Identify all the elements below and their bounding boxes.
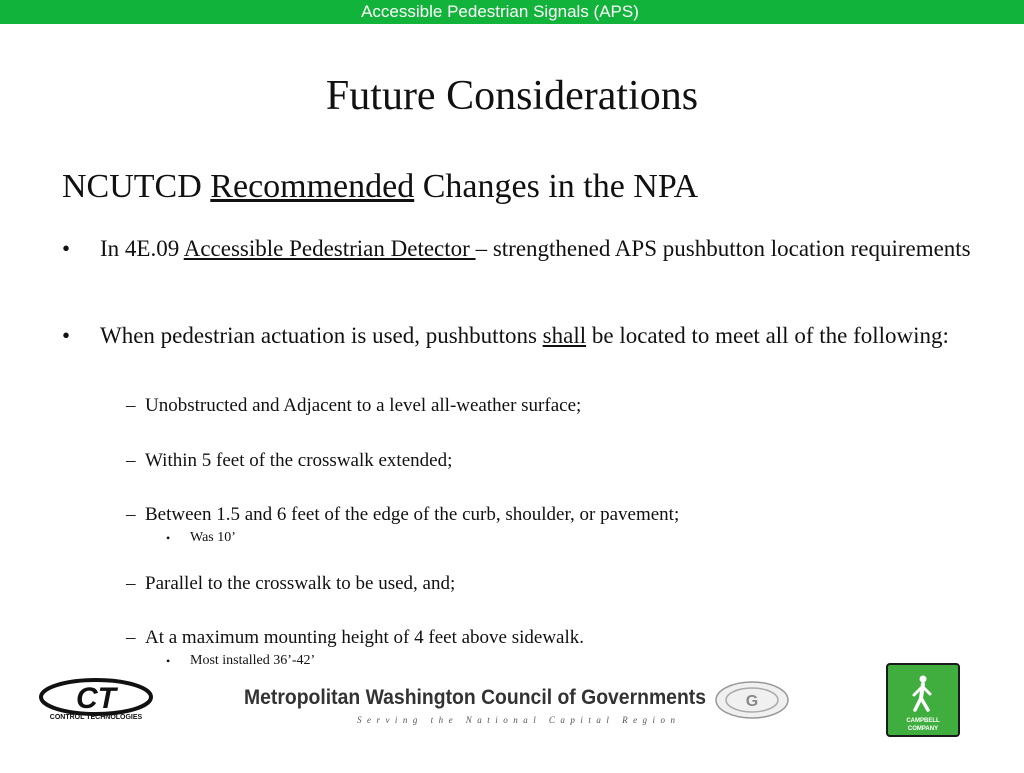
note-dot: • <box>166 531 171 545</box>
subtitle-underlined: Recommended <box>210 168 415 205</box>
bullet-text-underlined: Accessible Pedestrian Detector <box>183 236 476 261</box>
bullet-dot: • <box>62 236 71 261</box>
sub-bullet-text: Between 1.5 and 6 feet of the edge of the curb, shoulder, or pavement; <box>145 504 680 525</box>
footer-logos <box>0 660 1024 768</box>
sub-bullet-dash: – <box>126 395 136 416</box>
mwcog-name: Metropolitan Washington Council of Governments <box>244 686 706 709</box>
sub-bullet-text: At a maximum mounting height of 4 feet above sidewalk. <box>145 627 585 648</box>
control-technologies-logo <box>41 680 151 721</box>
footer-logo-strip <box>0 660 1024 768</box>
campbell-logo-line1: CAMPBELL <box>906 718 940 724</box>
bullet-text-suffix: be located to meet all of the following: <box>586 323 949 348</box>
sub-bullet-dash: – <box>126 627 136 648</box>
sub-bullet-text: Within 5 feet of the crosswalk extended; <box>145 450 453 471</box>
header-title: Accessible Pedestrian Signals (APS) <box>361 2 639 21</box>
subtitle-suffix: Changes in the NPA <box>414 168 699 205</box>
campbell-logo-line2: COMPANY <box>907 726 939 732</box>
note-text: Most installed 36’-42’ <box>190 653 316 668</box>
bullet-text <box>100 236 980 261</box>
mwcog-emblem-mark: G <box>745 693 759 710</box>
bullet-dot: • <box>62 323 71 348</box>
sub-bullet-text: Unobstructed and Adjacent to a level all-weather surface; <box>145 395 582 416</box>
note-dot: • <box>166 654 171 668</box>
sub-bullet-dash: – <box>126 573 136 594</box>
slide-subtitle <box>62 168 698 206</box>
subtitle-prefix: NCUTCD <box>62 168 211 205</box>
bullet-text-underlined: shall <box>542 323 587 348</box>
ct-logo-initials: CT <box>76 682 116 715</box>
bullet-text-suffix: – strengthened APS pushbutton location requirements <box>475 236 971 261</box>
sub-bullet-dash: – <box>126 504 136 525</box>
note-text: Was 10’ <box>190 530 236 545</box>
mwcog-logo <box>244 682 788 725</box>
header-bar <box>0 0 1024 24</box>
bullet-text-prefix: When pedestrian actuation is used, pushbuttons <box>100 323 543 348</box>
sub-bullet-text: Parallel to the crosswalk to be used, and; <box>145 573 456 594</box>
mwcog-tagline: Serving the National Capital Region <box>357 715 676 725</box>
campbell-company-logo <box>887 664 959 736</box>
bullet-text <box>100 323 980 348</box>
ct-logo-name: CONTROL TECHNOLOGIES <box>49 714 143 721</box>
bullet-text-prefix: In 4E.09 <box>100 236 184 261</box>
sub-bullet-dash: – <box>126 450 136 471</box>
slide-title: Future Considerations <box>325 73 699 119</box>
